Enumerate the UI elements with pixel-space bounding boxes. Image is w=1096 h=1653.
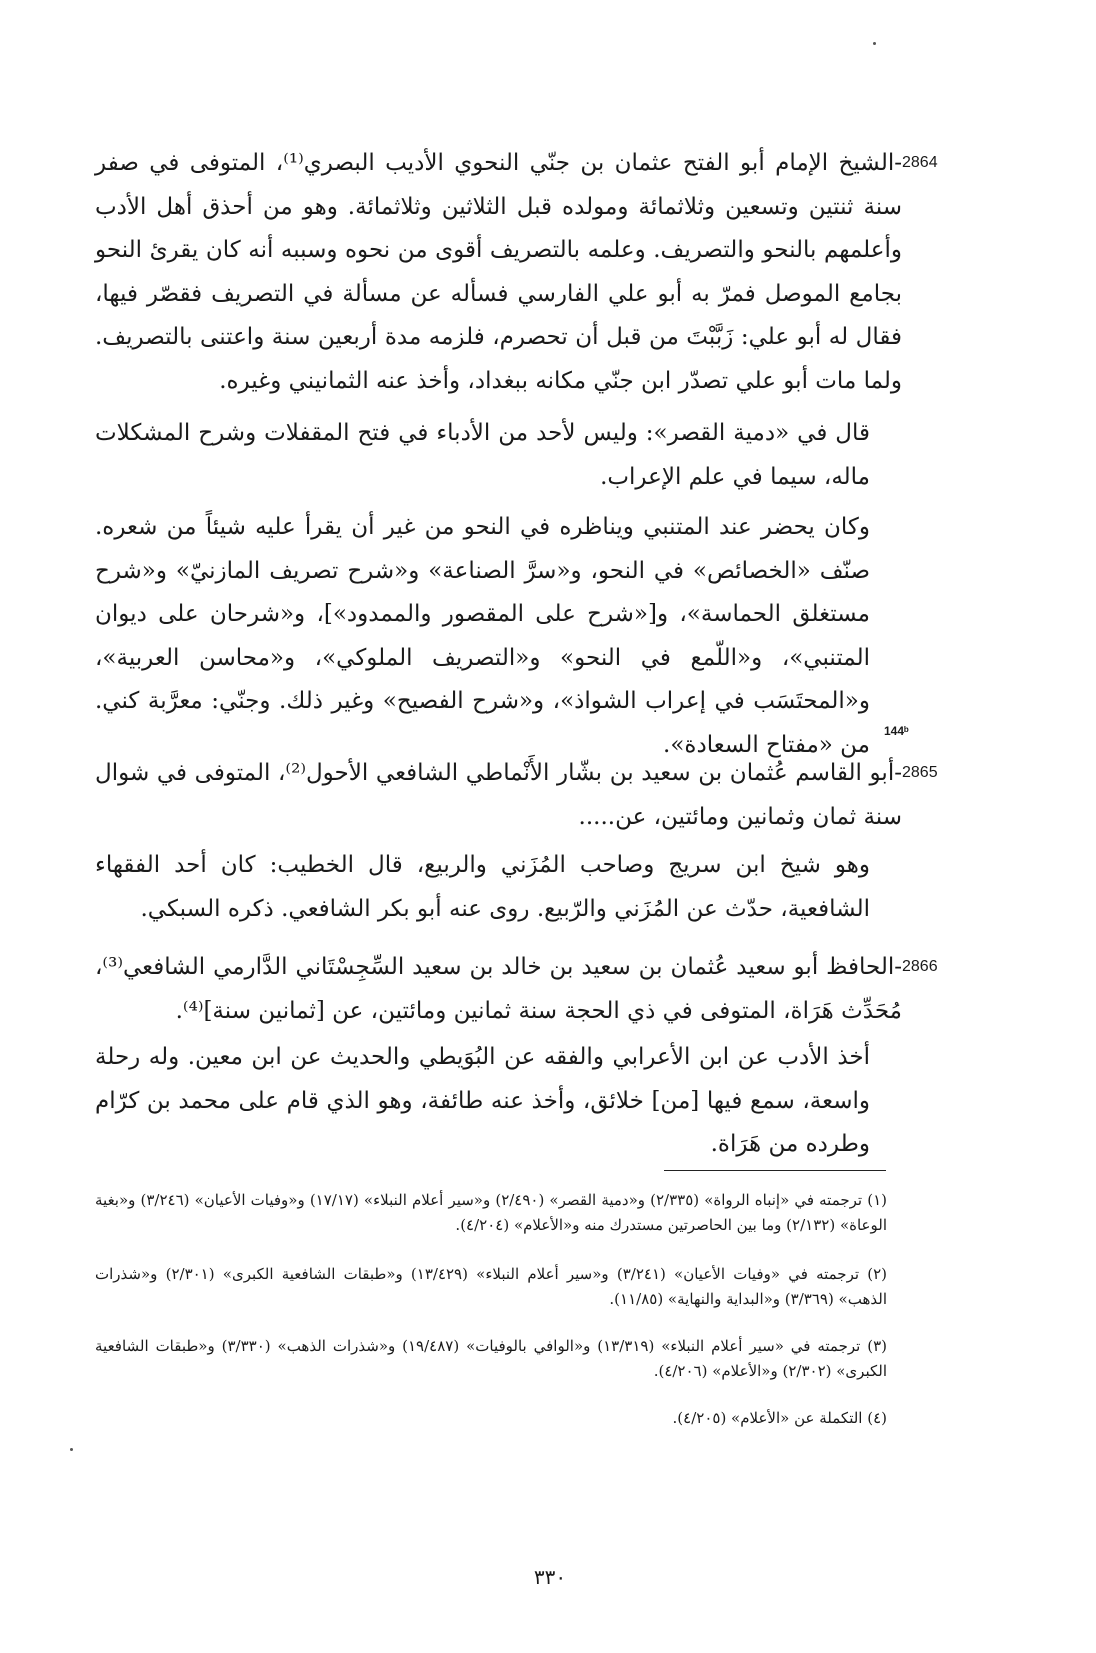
footnote-4: (٤) التكملة عن «الأعلام» (٤/٢٠٥). <box>672 1409 887 1427</box>
scan-speck <box>873 42 876 45</box>
footnote-1: (١) ترجمته في «إنباه الرواة» (٢/٣٣٥) و«دمية القصر» (٢/٤٩٠) و«سير أعلام النبلاء» (١٧/١٧) و«وفيات الأعيان» (٣/٢٤٦) و«بغية الوعاة» (٢/١٣٢) وما بين الحاصرتين مستدرك منه و«الأعلام» (٤/٢٠٤). <box>95 1191 887 1234</box>
margin-marker: 144ᵇ <box>884 724 909 738</box>
footnote-separator <box>664 1170 886 1171</box>
entry-2866-paragraph-1: -الحافظ أبو سعيد عُثمان بن سعيد بن خالد بن سعيد السِّجِسْتَاني الدَّارمي الشافعي⁽³⁾، مُحَدِّث هَرَاة، المتوفى في ذي الحجة سنة ثمانين ومائتين، عن [ثمانين سنة]⁽⁴⁾. <box>95 954 902 1024</box>
entry-number: 2866 <box>902 958 938 975</box>
entry-number: 2865 <box>902 764 938 781</box>
entry-2865-paragraph-2: وهو شيخ ابن سريج وصاحب المُزَني والربيع، قال الخطيب: كان أحد الفقهاء الشافعية، حدّث عن المُزَني والرّبيع. روى عنه أبو بكر الشافعي. ذكره السبكي. <box>95 852 870 922</box>
scan-speck <box>70 1448 73 1451</box>
footnote-3: (٣) ترجمته في «سير أعلام النبلاء» (١٣/٣١٩) و«الوافي بالوفيات» (١٩/٤٨٧) و«شذرات الذهب» (٣/٣٣٠) و«طبقات الشافعية الكبرى» (٢/٣٠٢) و«الأعلام» (٤/٢٠٦). <box>95 1337 887 1380</box>
footnote-2: (٢) ترجمته في «وفيات الأعيان» (٣/٢٤١) و«سير أعلام النبلاء» (١٣/٤٢٩) و«طبقات الشافعية الكبرى» (٢/٣٠١) و«شذرات الذهب» (٣/٣٦٩) و«البداية والنهاية» (١١/٨٥). <box>95 1265 887 1308</box>
page-number: ٣٣٠ <box>533 1565 567 1589</box>
entry-2864-paragraph-3: وكان يحضر عند المتنبي ويناظره في النحو من غير أن يقرأ عليه شيئاً من شعره. صنّف «الخصائص» في النحو، و«سرَّ الصناعة» و«شرح تصريف المازنيّ» و«شرح مستغلق الحماسة»، و[«شرح على المقصور والممدود»]، و«شرحان على ديوان المتنبي»، و«اللّمع في النحو» و«التصريف الملوكي»، و«محاسن العربية»، و«المحتَسَب في إعراب الشواذ»، و«شرح الفصيح» وغير ذلك. وجنّي: معرَّبة كني. من «مفتاح السعادة». <box>95 514 870 758</box>
entry-number: 2864 <box>902 154 938 171</box>
entry-2865-paragraph-1: -أبو القاسم عُثمان بن سعيد بن بشّار الأَنْماطي الشافعي الأحول⁽²⁾، المتوفى في شوال سنة ثمان وثمانين ومائتين، عن..... <box>95 760 902 830</box>
entry-2866-paragraph-2: أخذ الأدب عن ابن الأعرابي والفقه عن البُوَيطي والحديث عن ابن معين. وله رحلة واسعة، سمع فيها [من] خلائق، وأخذ عنه طائفة، وهو الذي قام على محمد بن كرّام وطرده من هَرَاة. <box>95 1044 870 1157</box>
entry-2864-paragraph-2: قال في «دمية القصر»: وليس لأحد من الأدباء في فتح المقفلات وشرح المشكلات ماله، سيما في علم الإعراب. <box>95 420 870 490</box>
entry-2864-paragraph-1: -الشيخ الإمام أبو الفتح عثمان بن جنّي النحوي الأديب البصري⁽¹⁾، المتوفى في صفر سنة ثنتين وتسعين وثلاثمائة ومولده قبل الثلاثين وثلاثمائة. وهو من أحذق أهل الأدب وأعلمهم بالنحو والتصريف. وعلمه بالتصريف أقوى من نحوه وسببه أنه كان يقرئ النحو بجامع الموصل فمرّ به أبو علي الفارسي فسأله عن مسألة في التصريف فقصّر فيها، فقال له أبو علي: زَبَّبْتَ من قبل أن تحصرم، فلزمه مدة أربعين سنة واعتنى بالتصريف. ولما مات أبو علي تصدّر ابن جنّي مكانه ببغداد، وأخذ عنه الثمانيني وغيره. <box>95 150 902 394</box>
